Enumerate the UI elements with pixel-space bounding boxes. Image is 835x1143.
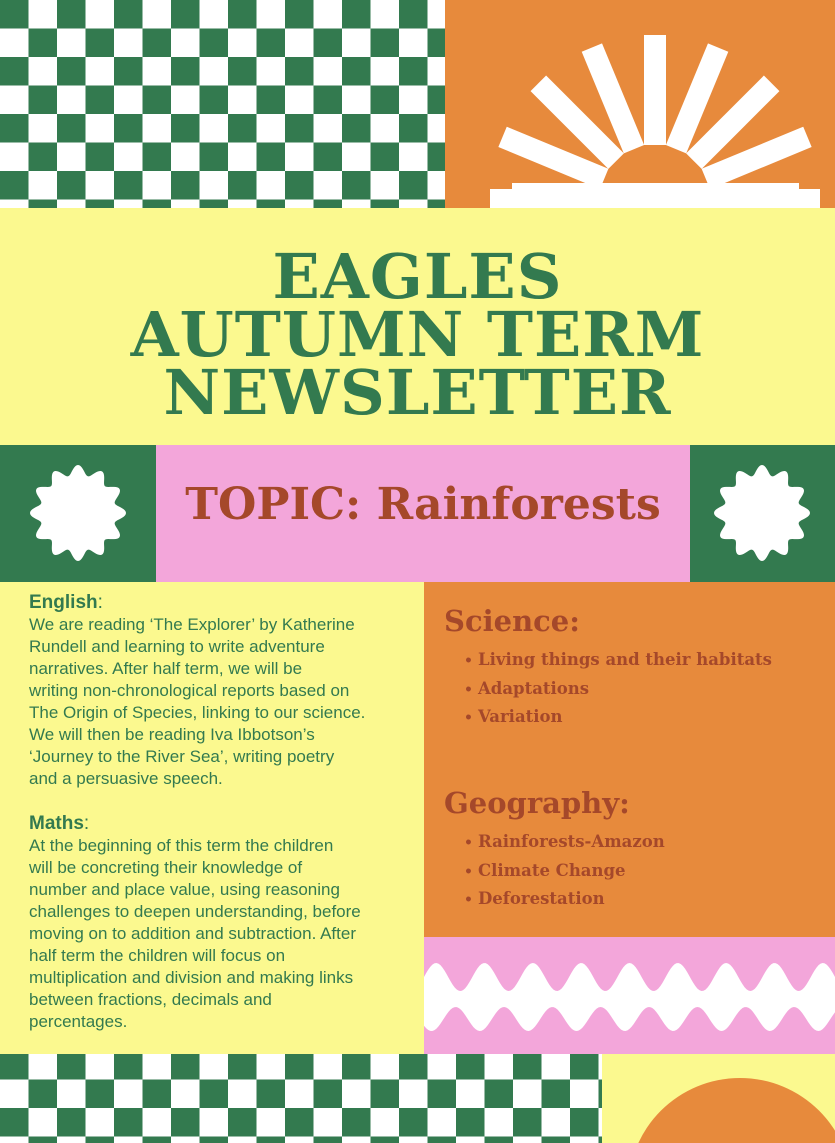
checker-square-white: [200, 0, 229, 29]
checker-square-green: [143, 1080, 172, 1109]
checker-square-green: [542, 1080, 571, 1109]
checker-square-white: [342, 1137, 371, 1143]
checker-square-green: [57, 1108, 86, 1137]
checker-square-white: [257, 0, 286, 29]
checker-square-green: [29, 29, 58, 58]
english-line: Rundell and learning to write adventure: [29, 637, 325, 656]
science-list-item: • Adaptations: [464, 675, 772, 704]
checker-square-green: [399, 0, 428, 29]
checker-square-green: [200, 29, 229, 58]
topic-right-block: [690, 445, 835, 582]
checker-square-white: [570, 1137, 599, 1143]
checker-square-green: [171, 114, 200, 143]
checker-square-white: [0, 1137, 29, 1143]
checker-square-green: [29, 200, 58, 209]
english-line: narratives. After half term, we will be: [29, 659, 303, 678]
checker-square-white: [200, 1054, 229, 1080]
checker-square-green: [143, 29, 172, 58]
checker-square-white: [29, 1054, 58, 1080]
checker-square-green: [114, 1108, 143, 1137]
checker-square-green: [513, 1108, 542, 1137]
checker-square-white: [86, 57, 115, 86]
checker-square-white: [428, 1108, 457, 1137]
checker-square-green: [0, 0, 29, 29]
checker-square-green: [399, 57, 428, 86]
checker-square-white: [399, 29, 428, 58]
white-wave-shape: [424, 937, 835, 1054]
checkerboard-top: [0, 0, 445, 208]
checker-square-green: [257, 86, 286, 115]
checker-square-white: [228, 143, 257, 172]
checker-square-green: [257, 1080, 286, 1109]
checker-square-white: [143, 1108, 172, 1137]
checker-square-green: [342, 114, 371, 143]
checker-square-green: [29, 143, 58, 172]
maths-heading-text: Maths: [29, 813, 84, 834]
checker-square-white: [513, 1137, 542, 1143]
checker-square-white: [200, 114, 229, 143]
checker-square-green: [143, 1137, 172, 1143]
checker-square-white: [399, 1080, 428, 1109]
checker-square-white: [399, 1137, 428, 1143]
checker-square-green: [399, 1108, 428, 1137]
checker-square-white: [485, 1054, 514, 1080]
checker-square-green: [86, 29, 115, 58]
checker-square-green: [257, 200, 286, 209]
checker-square-green: [200, 1080, 229, 1109]
checker-square-green: [428, 143, 446, 172]
maths-line: challenges to deepen understanding, before: [29, 902, 361, 921]
title-line-3: NEWSLETTER: [163, 356, 672, 429]
checker-square-white: [57, 86, 86, 115]
checker-square-white: [285, 1137, 314, 1143]
checker-square-white: [342, 143, 371, 172]
maths-line: multiplication and division and making links: [29, 968, 354, 987]
checker-square-green: [371, 86, 400, 115]
checker-square-green: [57, 0, 86, 29]
maths-line: between fractions, decimals and: [29, 990, 272, 1009]
checker-square-green: [371, 29, 400, 58]
checker-square-green: [114, 114, 143, 143]
checker-square-white: [29, 0, 58, 29]
english-line: and a persuasive speech.: [29, 769, 223, 788]
checker-square-green: [342, 0, 371, 29]
maths-body: [29, 835, 419, 1033]
checker-square-white: [542, 1054, 571, 1080]
checker-square-green: [0, 171, 29, 200]
checker-square-white: [143, 171, 172, 200]
maths-line: will be concreting their knowledge of: [29, 858, 303, 877]
checker-square-white: [513, 1080, 542, 1109]
checker-square-white: [342, 86, 371, 115]
checker-square-white: [200, 171, 229, 200]
checker-square-green: [86, 86, 115, 115]
checker-square-white: [485, 1108, 514, 1137]
checker-square-white: [86, 114, 115, 143]
checker-square-white: [0, 1080, 29, 1109]
checker-square-green: [285, 1108, 314, 1137]
checker-square-green: [428, 1137, 457, 1143]
checker-square-green: [29, 1137, 58, 1143]
checker-square-green: [57, 57, 86, 86]
science-heading: Science:: [444, 604, 580, 638]
checker-square-white: [171, 200, 200, 209]
checker-square-green: [542, 1137, 571, 1143]
checker-square-white: [314, 1054, 343, 1080]
checker-square-white: [228, 29, 257, 58]
checker-square-white: [371, 57, 400, 86]
checker-square-white: [428, 1054, 457, 1080]
checkerboard-bottom: [0, 1054, 602, 1143]
checker-square-white: [542, 1108, 571, 1137]
checker-square-green: [228, 114, 257, 143]
checker-square-white: [0, 86, 29, 115]
checker-square-green: [257, 1137, 286, 1143]
checker-square-green: [257, 143, 286, 172]
maths-line: moving on to addition and subtraction. After: [29, 924, 356, 943]
checker-square-white: [200, 1108, 229, 1137]
checker-square-green: [114, 171, 143, 200]
checker-square-green: [285, 114, 314, 143]
checker-square-white: [428, 171, 446, 200]
checker-square-green: [570, 1054, 599, 1080]
checker-square-green: [200, 86, 229, 115]
checker-square-green: [114, 0, 143, 29]
checker-square-green: [57, 1054, 86, 1080]
checker-square-white: [314, 57, 343, 86]
checker-square-green: [228, 171, 257, 200]
checker-square-green: [371, 200, 400, 209]
checker-square-green: [371, 1080, 400, 1109]
checker-square-white: [114, 1080, 143, 1109]
checker-square-white: [314, 1108, 343, 1137]
semicircle-panel: [602, 1054, 835, 1143]
checker-square-white: [29, 171, 58, 200]
checker-square-green: [86, 200, 115, 209]
science-list-item: • Living things and their habitats: [464, 646, 772, 675]
checker-square-green: [228, 57, 257, 86]
checker-square-green: [428, 29, 446, 58]
checker-square-green: [171, 171, 200, 200]
checker-square-white: [228, 1137, 257, 1143]
checker-square-green: [371, 143, 400, 172]
checker-square-green: [171, 1054, 200, 1080]
checker-square-green: [570, 1108, 599, 1137]
checker-square-white: [0, 143, 29, 172]
sunburst-panel: [445, 0, 835, 208]
checker-square-white: [57, 1137, 86, 1143]
checker-square-green: [0, 114, 29, 143]
checker-square-white: [29, 1108, 58, 1137]
geography-heading: Geography:: [444, 786, 630, 820]
checker-square-white: [342, 200, 371, 209]
checker-square-green: [0, 57, 29, 86]
english-line: We are reading ‘The Explorer’ by Katherine: [29, 615, 355, 634]
checker-square-white: [0, 200, 29, 209]
checker-square-white: [57, 143, 86, 172]
checker-square-white: [399, 86, 428, 115]
checker-square-green: [371, 1137, 400, 1143]
checker-square-white: [314, 114, 343, 143]
checker-square-white: [570, 1080, 599, 1109]
checker-square-green: [57, 171, 86, 200]
checker-square-white: [171, 86, 200, 115]
english-line: The Origin of Species, linking to our science.: [29, 703, 366, 722]
checker-square-green: [342, 57, 371, 86]
checker-square-green: [399, 1054, 428, 1080]
checker-square-green: [342, 171, 371, 200]
checker-square-green: [428, 200, 446, 209]
checker-square-green: [228, 1054, 257, 1080]
checker-square-white: [399, 200, 428, 209]
checker-square-green: [228, 1108, 257, 1137]
checker-square-green: [228, 0, 257, 29]
checker-square-green: [342, 1054, 371, 1080]
checker-square-green: [29, 1080, 58, 1109]
checker-square-white: [86, 0, 115, 29]
checker-square-green: [143, 86, 172, 115]
curriculum-left-column: [0, 582, 424, 1054]
checker-square-white: [143, 114, 172, 143]
checker-square-white: [285, 200, 314, 209]
checker-square-green: [513, 1054, 542, 1080]
checker-square-green: [0, 1108, 29, 1137]
checker-square-green: [171, 1108, 200, 1137]
checker-square-white: [0, 29, 29, 58]
checker-square-green: [456, 1108, 485, 1137]
english-line: writing non-chronological reports based on: [29, 681, 350, 700]
checker-square-white: [257, 1054, 286, 1080]
checker-square-white: [314, 171, 343, 200]
checker-square-white: [314, 0, 343, 29]
checker-square-white: [456, 1137, 485, 1143]
checker-square-green: [285, 1054, 314, 1080]
geography-list-item: • Rainforests-Amazon: [464, 828, 665, 857]
checker-square-green: [57, 114, 86, 143]
checker-square-white: [29, 57, 58, 86]
checker-square-white: [143, 0, 172, 29]
checker-square-white: [285, 1080, 314, 1109]
checker-square-white: [371, 1054, 400, 1080]
checker-square-green: [314, 143, 343, 172]
orange-semicircle-shape: [602, 1054, 835, 1143]
checker-square-white: [200, 57, 229, 86]
checker-square-white: [86, 1054, 115, 1080]
checker-square-green: [200, 143, 229, 172]
english-heading-text: English: [29, 592, 98, 613]
checker-square-white: [171, 1080, 200, 1109]
topic-left-block: [0, 445, 156, 582]
title-line-2: AUTUMN TERM: [130, 298, 705, 371]
checker-square-white: [228, 200, 257, 209]
checker-square-green: [314, 200, 343, 209]
checker-square-white: [57, 200, 86, 209]
checker-square-white: [86, 171, 115, 200]
checker-square-green: [86, 143, 115, 172]
checker-square-green: [399, 171, 428, 200]
sun-ray: [644, 35, 666, 145]
checker-square-white: [428, 0, 446, 29]
checker-square-green: [485, 1137, 514, 1143]
checker-square-white: [114, 1137, 143, 1143]
checker-square-green: [257, 29, 286, 58]
title-band: [0, 208, 835, 445]
checker-square-green: [342, 1108, 371, 1137]
checker-square-green: [29, 86, 58, 115]
maths-line: number and place value, using reasoning: [29, 880, 340, 899]
checker-square-green: [428, 86, 446, 115]
wave-panel: [424, 937, 835, 1054]
checker-square-white: [285, 143, 314, 172]
checker-square-white: [371, 114, 400, 143]
maths-line: half term the children will focus on: [29, 946, 286, 965]
checker-square-green: [114, 57, 143, 86]
checker-square-white: [171, 143, 200, 172]
checker-square-white: [228, 1080, 257, 1109]
checker-square-white: [342, 1080, 371, 1109]
checker-square-white: [57, 1080, 86, 1109]
checker-square-white: [114, 86, 143, 115]
checker-square-white: [114, 143, 143, 172]
english-line: ‘Journey to the River Sea’, writing poetry: [29, 747, 335, 766]
checker-square-white: [285, 86, 314, 115]
checker-square-green: [285, 0, 314, 29]
checker-square-white: [114, 29, 143, 58]
checker-square-white: [57, 29, 86, 58]
checker-square-green: [86, 1080, 115, 1109]
checker-square-white: [342, 29, 371, 58]
checker-square-green: [86, 1137, 115, 1143]
english-heading-colon: :: [97, 592, 103, 613]
maths-line: At the beginning of this term the children: [29, 836, 334, 855]
checker-square-green: [143, 143, 172, 172]
scalloped-circle-icon: [690, 445, 835, 582]
sunburst-icon: [445, 0, 835, 208]
english-heading: [29, 592, 103, 614]
checker-square-white: [285, 29, 314, 58]
checker-square-white: [428, 57, 446, 86]
english-body: [29, 614, 419, 790]
checker-square-green: [456, 1054, 485, 1080]
topic-heading: TOPIC: Rainforests: [185, 479, 661, 530]
checker-square-green: [314, 1080, 343, 1109]
checker-square-white: [171, 29, 200, 58]
geography-list-item: • Climate Change: [464, 857, 665, 886]
maths-heading: [29, 813, 89, 835]
checker-square-white: [29, 114, 58, 143]
maths-heading-colon: :: [83, 813, 90, 834]
checker-square-white: [428, 114, 446, 143]
checker-square-green: [399, 114, 428, 143]
checker-square-white: [257, 171, 286, 200]
science-list: [464, 646, 772, 732]
checker-square-green: [171, 57, 200, 86]
geography-list: [464, 828, 665, 914]
maths-line: percentages.: [29, 1012, 128, 1031]
checker-square-green: [200, 200, 229, 209]
checker-square-white: [371, 1108, 400, 1137]
checker-square-green: [114, 1054, 143, 1080]
checker-square-green: [0, 1054, 29, 1080]
checker-square-white: [143, 57, 172, 86]
checker-square-green: [200, 1137, 229, 1143]
title-line-1: EAGLES: [272, 240, 563, 313]
checker-square-green: [285, 57, 314, 86]
checker-square-green: [314, 1137, 343, 1143]
checker-square-white: [143, 1054, 172, 1080]
scalloped-circle-icon: [0, 445, 156, 582]
checker-square-white: [86, 1108, 115, 1137]
topic-banner: [156, 445, 690, 582]
checker-square-white: [257, 57, 286, 86]
checker-square-white: [171, 1137, 200, 1143]
geography-list-item: • Deforestation: [464, 885, 665, 914]
checker-square-green: [285, 171, 314, 200]
checker-square-green: [428, 1080, 457, 1109]
checker-square-green: [171, 0, 200, 29]
checker-square-green: [314, 29, 343, 58]
english-line: We will then be reading Iva Ibbotson’s: [29, 725, 315, 744]
checker-square-white: [257, 114, 286, 143]
science-list-item: • Variation: [464, 703, 772, 732]
checker-square-green: [485, 1080, 514, 1109]
checker-square-green: [314, 86, 343, 115]
checker-square-white: [399, 143, 428, 172]
checker-square-white: [114, 200, 143, 209]
curriculum-right-column: [424, 582, 835, 937]
checker-square-white: [228, 86, 257, 115]
checker-square-white: [371, 171, 400, 200]
checker-square-white: [257, 1108, 286, 1137]
checker-square-white: [371, 0, 400, 29]
checker-square-green: [143, 200, 172, 209]
checker-square-white: [456, 1080, 485, 1109]
